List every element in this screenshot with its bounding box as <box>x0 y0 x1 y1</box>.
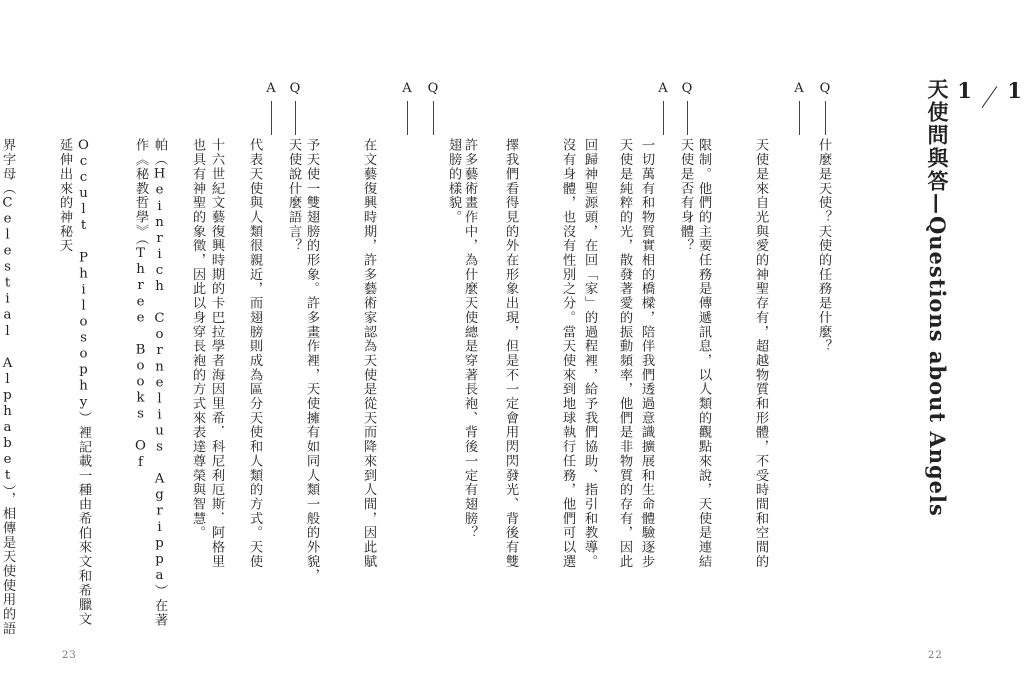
a2-marker: A <box>654 80 672 135</box>
q4-question: 天使說什麼語言？ <box>286 138 301 253</box>
a2-line-0: 天使是純粹的光，散發著愛的振動頻率，他們是非物質的存有，因此 <box>617 138 632 569</box>
title-slash <box>981 86 997 108</box>
page-number-left: 23 <box>62 650 77 661</box>
a4-line-2: Occult Philosophy）裡記載一種由希伯來文和希臘文延伸出來的神秘天 <box>57 138 91 627</box>
a1-line-2: 一切萬有和物質實相的橋樑，陪伴我們透過意識擴展和生命體驗逐步 <box>639 138 654 569</box>
a1-line-1: 限制。他們的主要任務是傳遞訊息，以人類的觀點來說，天使是連結 <box>696 138 711 569</box>
a4-line-3: 界字母（Celestial Alphabet），相傳是天使使用的語 <box>0 138 15 636</box>
q2-marker: Q <box>678 80 696 135</box>
a3-line-2: 代表天使與人類很親近，而翅膀則成為區分天使和人類的方式。天使 <box>247 138 262 569</box>
q3-marker: Q <box>424 80 442 135</box>
q3-line-0: 許多藝術畫作中，為什麼天使總是穿著長袍、背後一定有翅膀？ <box>462 138 477 540</box>
chapter-title <box>922 78 1027 517</box>
a4-marker: A <box>262 80 280 135</box>
a2-line-3: 翅膀的樣貌。 <box>446 138 461 225</box>
a3-line-3: 也具有神聖的象徵，因此以身穿長袍的方式來表達尊榮與智慧。 <box>190 138 205 540</box>
chapter-number-b: 1 <box>952 78 977 105</box>
a3-line-0: 在文藝復興時期，許多藝術家認為天使是從天而降來到人間，因此賦 <box>361 138 376 569</box>
chapter-number-a: 1 <box>1002 78 1027 105</box>
a1-line-0: 天使是來自光與愛的神聖存有，超越物質和形體，不受時間和空間的 <box>753 138 768 569</box>
q1-question: 什麼是天使？天使的任務是什麼？ <box>816 138 831 354</box>
a3-line-1: 予天使一雙翅膀的形象。許多畫作裡，天使擁有如同人類一般的外貌， <box>304 138 319 583</box>
title-english: Questions about Angels <box>925 216 950 517</box>
q2-question: 天使是否有身體？ <box>678 138 693 253</box>
title-chinese: 天使問與答 <box>925 78 950 193</box>
a1-marker: A <box>790 80 808 135</box>
q4-marker: Q <box>286 80 304 135</box>
a1-line-3: 回歸神聖源頭，在回「家」的過程裡，給予我們協助、指引和教導。 <box>582 138 597 569</box>
page-number-right: 22 <box>928 650 943 661</box>
a2-line-1: 沒有身體，也沒有性別之分。當天使來到地球執行任務，他們可以選 <box>560 138 575 569</box>
a2-line-2: 擇我們看得見的外在形象出現，但是不一定會用閃閃發光、背後有雙 <box>503 138 518 569</box>
title-separator: — <box>925 193 950 216</box>
a4-line-1: 帕（Heinrich Cornelius Agrippa）在著作《秘教哲學》（Three Books Of <box>133 138 167 628</box>
a3-marker: A <box>398 80 416 135</box>
a4-answer <box>0 80 264 640</box>
a4-line-0: 十六世紀文藝復興時期的卡巴拉學者海因里希．科尼利厄斯．阿格里 <box>209 138 224 569</box>
q1-marker: Q <box>816 80 834 135</box>
